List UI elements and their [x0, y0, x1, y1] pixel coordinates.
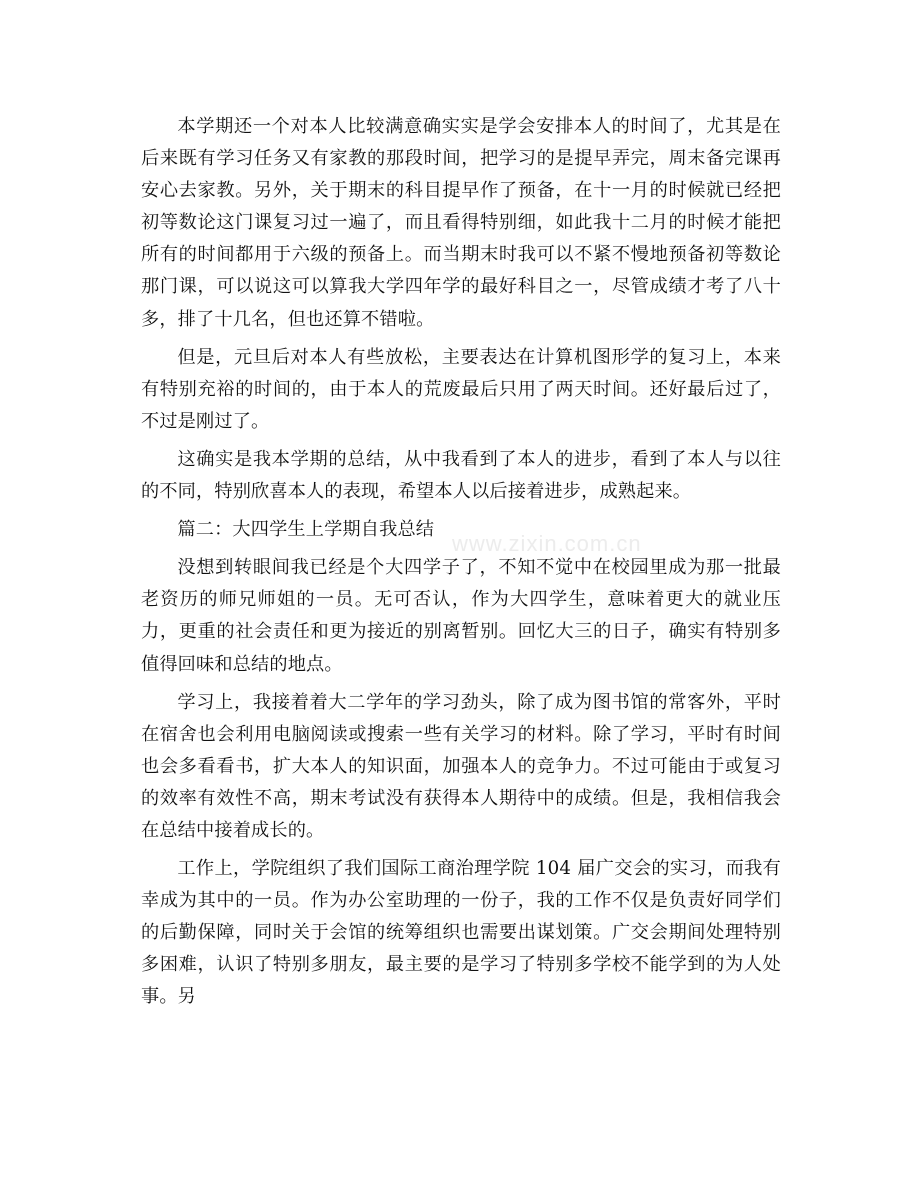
paragraph: 这确实是我本学期的总结，从中我看到了本人的进步，看到了本人与以往的不同，特别欣喜本人的表现，希望本人以后接着进步，成熟起来。: [141, 448, 781, 503]
paragraph: 工作上，学院组织了我们国际工商治理学院 104 届广交会的实习，而我有幸成为其中的一员。作为办公室助理的一份子，我的工作不仅是负责好同学们的后勤保障，同时关于会馆的统筹组织也需要出谋划策。广交会期间处理特别多困难，认识了特别多朋友，最主要的是学习了特别多学校不能学到的为人处事。另: [141, 858, 781, 1008]
paragraph: 但是，元旦后对本人有些放松，主要表达在计算机图形学的复习上，本来有特别充裕的时间的，由于本人的荒废最后只用了两天时间。还好最后过了，不过是刚过了。: [141, 346, 781, 432]
document-body: [141, 111, 781, 1020]
paragraph: 没想到转眼间我已经是个大四学子了，不知不觉中在校园里成为那一批最老资历的师兄师姐的一员。无可否认，作为大四学生，意味着更大的就业压力，更重的社会责任和更为接近的别离暂别。回忆大三的日子，确实有特别多值得回味和总结的地点。: [141, 557, 781, 675]
paragraph: 学习上，我接着着大二学年的学习劲头，除了成为图书馆的常客外，平时在宿舍也会利用电脑阅读或搜索一些有关学习的材料。除了学习，平时有时间也会多看看书，扩大本人的知识面，加强本人的竞争力。不过可能由于或复习的效率有效性不高，期末考试没有获得本人期待中的成绩。但是，我相信我会在总结中接着成长的。: [141, 691, 781, 841]
watermark: www.zixin.com.cn: [452, 531, 642, 556]
paragraph: 本学期还一个对本人比较满意确实实是学会安排本人的时间了，尤其是在后来既有学习任务又有家教的那段时间，把学习的是提早弄完，周末备完课再安心去家教。另外，关于期末的科目提早作了预备，在十一月的时候就已经把初等数论这门课复习过一遍了，而且看得特别细，如此我十二月的时候才能把所有的时间都用于六级的预备上。而当期末时我可以不紧不慢地预备初等数论那门课，可以说这可以算我大学四年学的最好科目之一，尽管成绩才考了八十多，排了十几名，但也还算不错啦。: [141, 116, 781, 330]
section-heading: 篇二：大四学生上学期自我总结: [177, 519, 435, 541]
